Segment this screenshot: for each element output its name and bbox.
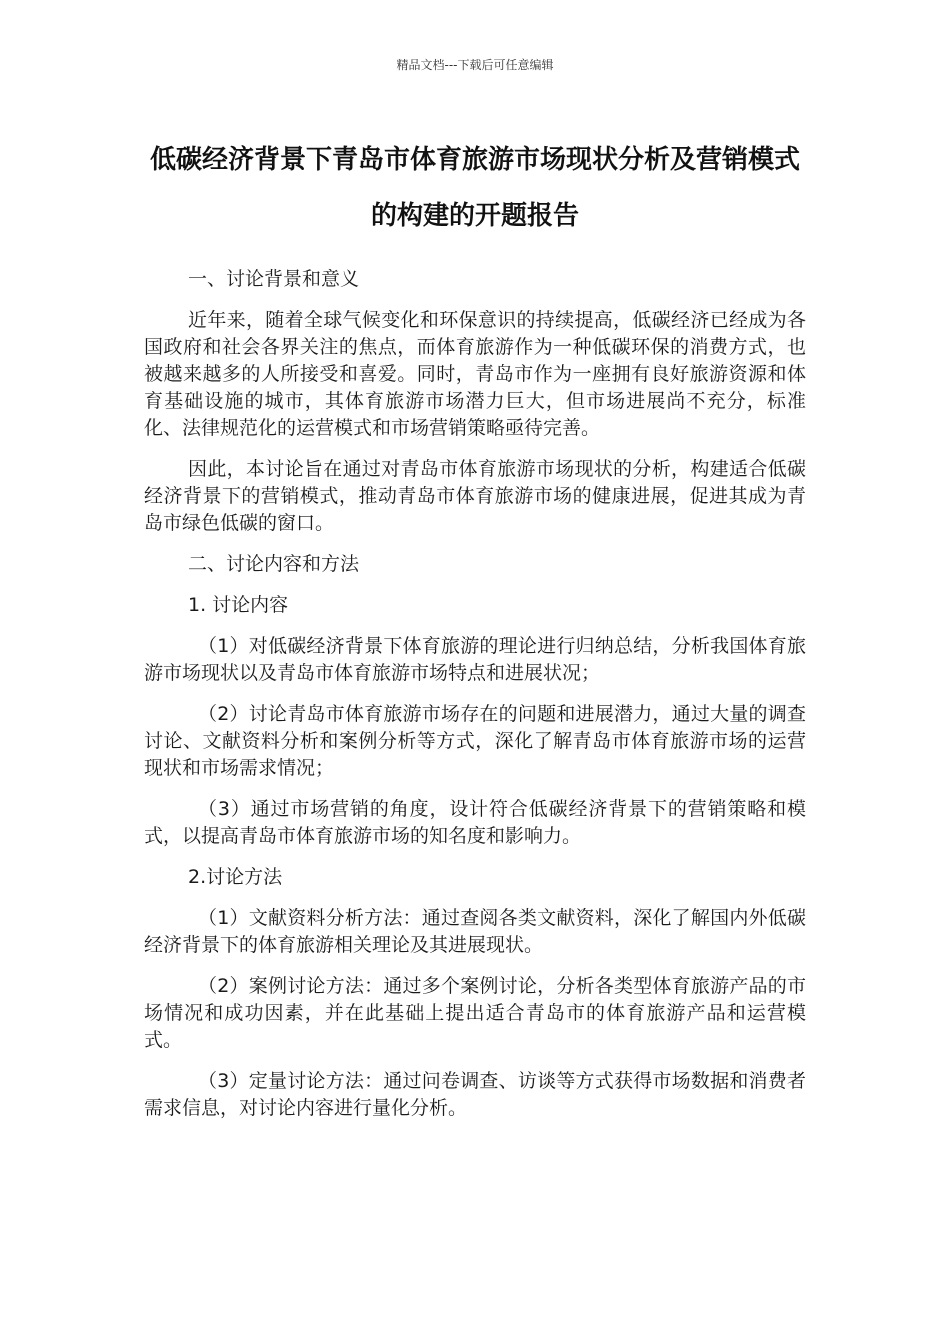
section-2-heading: 二、讨论内容和方法 bbox=[188, 553, 360, 575]
section-1-paragraph-2: 因此，本讨论旨在通过对青岛市体育旅游市场现状的分析，构建适合低碳经济背景下的营销模式，推动青岛市体育旅游市场的健康进展，促进其成为青岛市绿色低碳的窗口。 bbox=[144, 458, 806, 534]
research-content-item: （1）对低碳经济背景下体育旅游的理论进行归纳总结，分析我国体育旅游市场现状以及青岛市体育旅游市场特点和进展状况； bbox=[144, 635, 806, 684]
page-header-watermark: 精品文档---下载后可任意编辑 bbox=[396, 58, 554, 72]
section-1-heading: 一、讨论背景和意义 bbox=[188, 268, 360, 290]
research-content-item: （3）通过市场营销的角度，设计符合低碳经济背景下的营销策略和模式，以提高青岛市体育旅游市场的知名度和影响力。 bbox=[144, 798, 806, 847]
research-method-item: （2）案例讨论方法：通过多个案例讨论，分析各类型体育旅游产品的市场情况和成功因素，并在此基础上提出适合青岛市的体育旅游产品和运营模式。 bbox=[144, 975, 806, 1051]
research-method-item: （1）文献资料分析方法：通过查阅各类文献资料，深化了解国内外低碳经济背景下的体育旅游相关理论及其进展现状。 bbox=[144, 907, 806, 956]
section-1-paragraph-1: 近年来，随着全球气候变化和环保意识的持续提高，低碳经济已经成为各国政府和社会各界关注的焦点，而体育旅游作为一种低碳环保的消费方式，也被越来越多的人所接受和喜爱。同时，青岛市作为一座拥有良好旅游资源和体育基础设施的城市，其体育旅游市场潜力巨大，但市场进展尚不充分，标准化、法律规范化的运营模式和市场营销策略亟待完善。 bbox=[144, 309, 806, 439]
document-title: 低碳经济背景下青岛市体育旅游市场现状分析及营销模式的构建的开题报告 bbox=[149, 145, 800, 231]
research-content-item: （2）讨论青岛市体育旅游市场存在的问题和进展潜力，通过大量的调查讨论、文献资料分析和案例分析等方式，深化了解青岛市体育旅游市场的运营现状和市场需求情况； bbox=[144, 703, 806, 779]
research-method-item: （3）定量讨论方法：通过问卷调查、访谈等方式获得市场数据和消费者需求信息，对讨论内容进行量化分析。 bbox=[144, 1070, 806, 1119]
research-methods-heading: 2.讨论方法 bbox=[188, 866, 283, 888]
research-content-heading: 1. 讨论内容 bbox=[188, 594, 289, 616]
document-body bbox=[144, 266, 806, 1136]
